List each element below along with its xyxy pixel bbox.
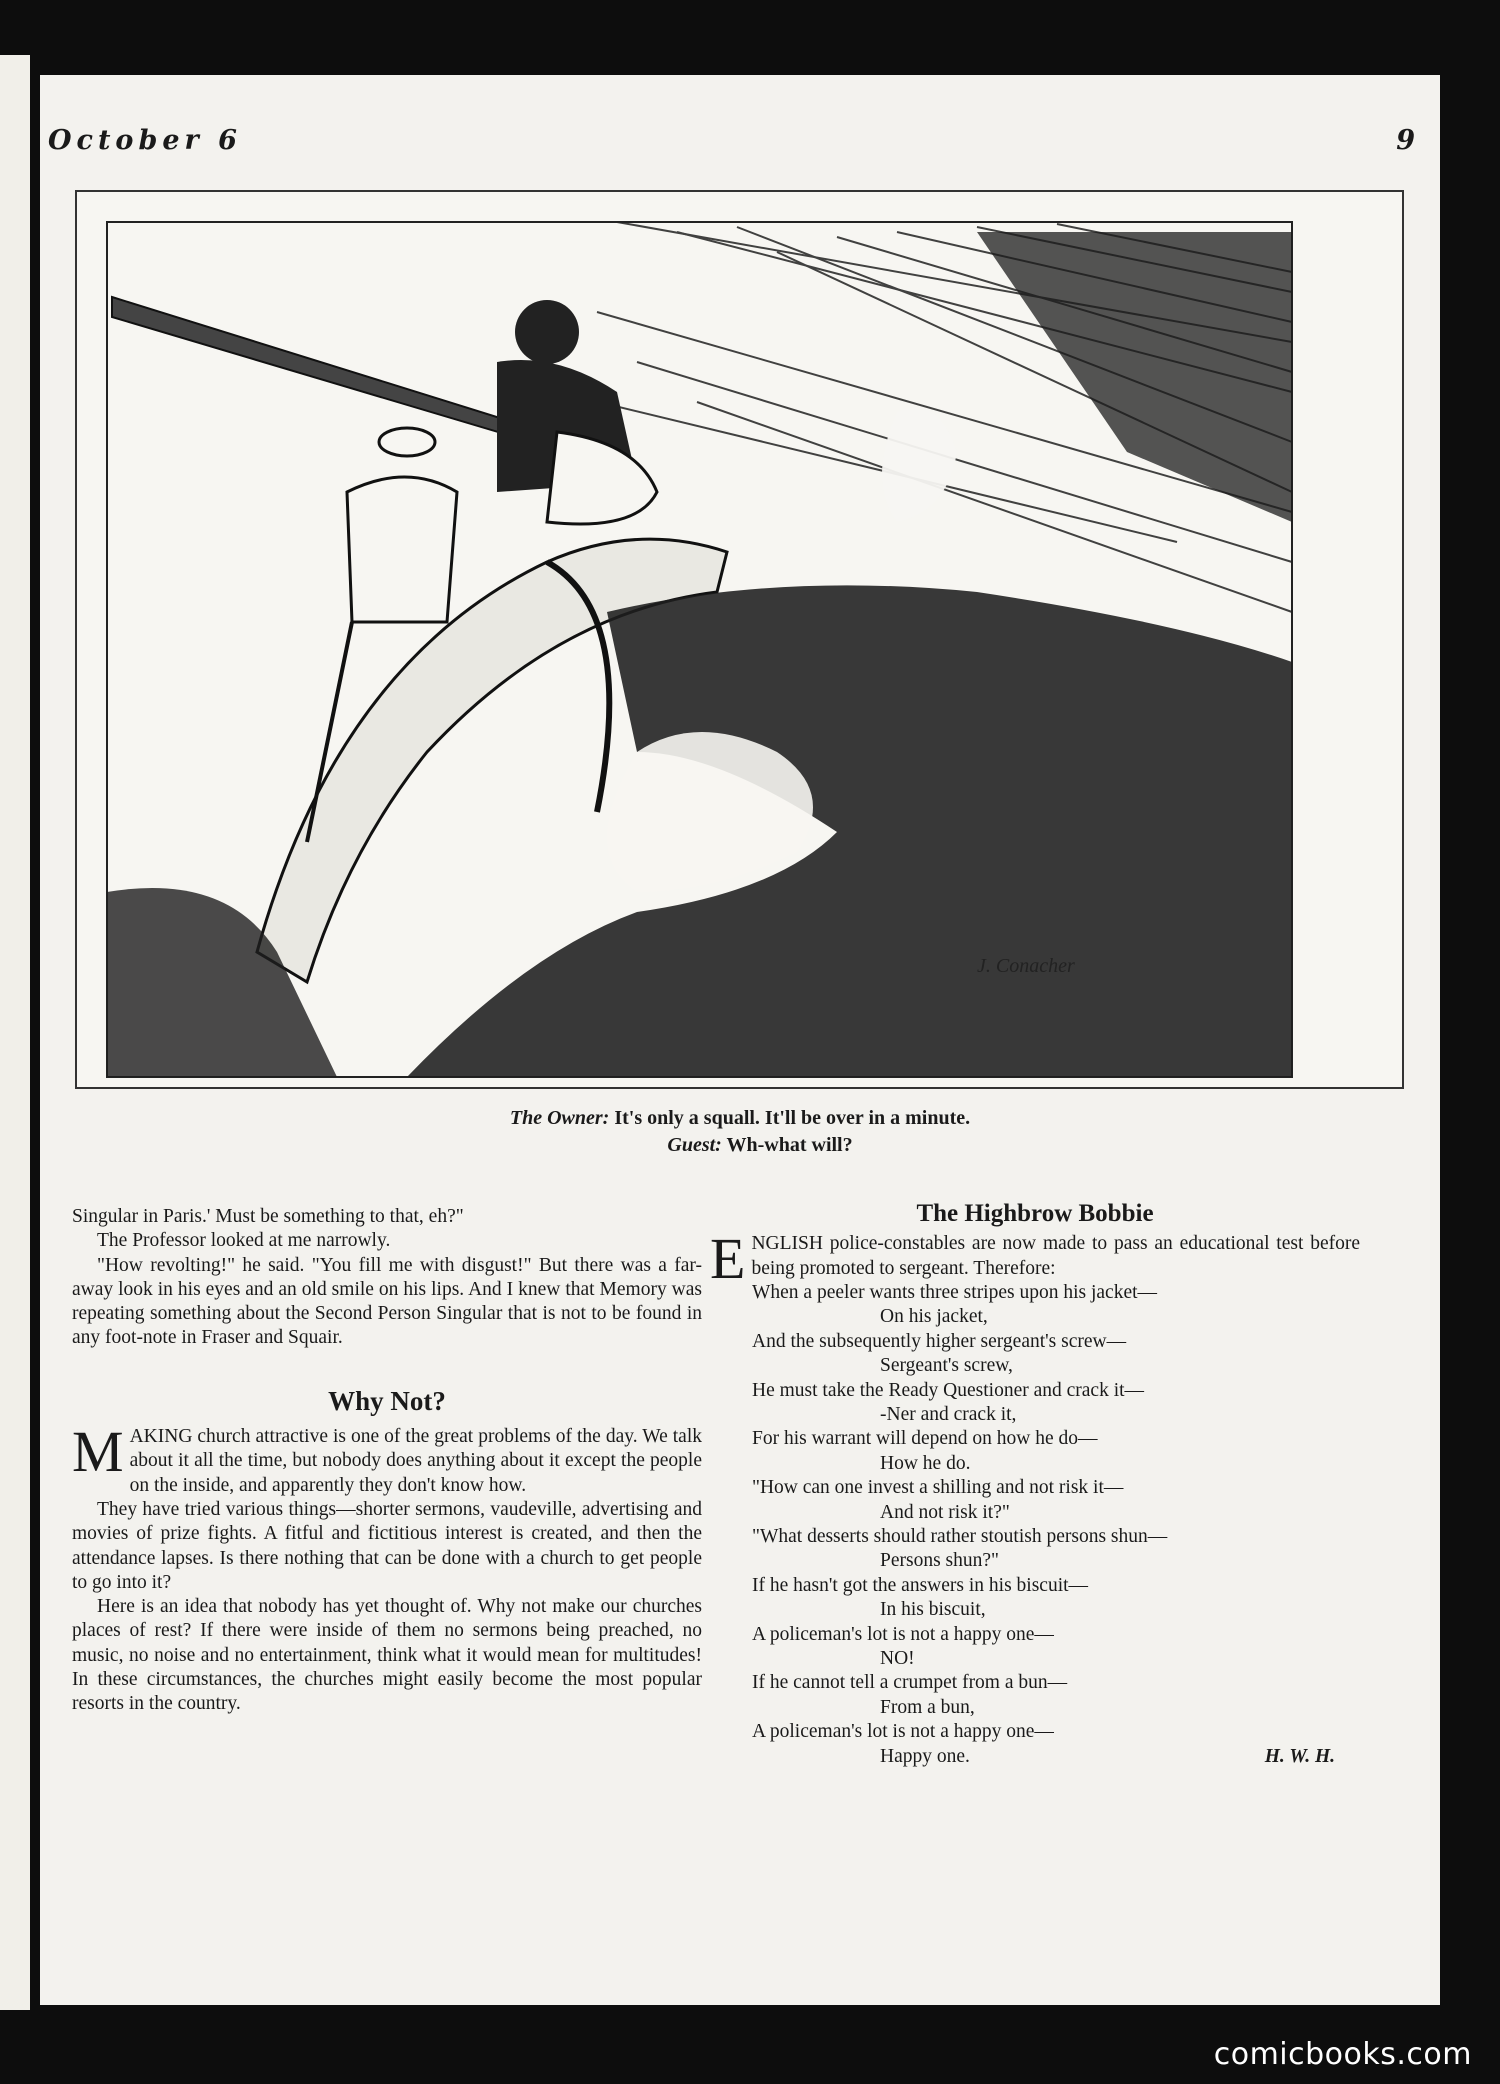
- verse-refrain: In his biscuit,: [880, 1599, 986, 1621]
- caption-line-guest: Wh-what will?: [726, 1134, 853, 1156]
- poem-verse: [710, 1281, 1360, 1769]
- caption-speaker-guest: Guest:: [667, 1134, 722, 1156]
- article-paragraph-text: AKING church attractive is one of the great problems of the day. We talk about it all the time, but nobody does anything about it except the people on the inside, and apparently they don't know how.: [129, 1426, 702, 1496]
- verse-refrain: -Ner and crack it,: [880, 1403, 1017, 1425]
- page-number: 9: [1396, 125, 1415, 156]
- right-column: [710, 1202, 1360, 1769]
- verse-refrain: On his jacket,: [880, 1306, 988, 1328]
- artist-signature: J. Conacher: [977, 955, 1075, 977]
- verse-line: A policeman's lot is not a happy one—: [752, 1623, 1054, 1645]
- verse-line: He must take the Ready Questioner and crack it—: [752, 1379, 1145, 1401]
- verse-refrain: And not risk it?": [880, 1501, 1010, 1523]
- verse-line: When a peeler wants three stripes upon his jacket—: [752, 1281, 1158, 1303]
- continuation-paragraph: Singular in Paris.' Must be something to that, eh?": [72, 1206, 464, 1227]
- drop-cap: E: [710, 1226, 746, 1292]
- magazine-page: [40, 75, 1440, 2005]
- intro-text: NGLISH police-constables are now made to pass an educational test before being promoted to sergeant. Therefore:: [751, 1233, 1360, 1279]
- verse-refrain: Sergeant's screw,: [880, 1355, 1013, 1377]
- article-title-why-not: Why Not?: [328, 1385, 446, 1416]
- verse-refrain: From a bun,: [880, 1696, 975, 1718]
- verse-line: A policeman's lot is not a happy one—: [752, 1721, 1054, 1743]
- drop-cap: M: [72, 1419, 124, 1485]
- article-paragraph: They have tried various things—shorter sermons, vaudeville, advertising and movies of prize fights. A fitful and fictitious interest is created, and then the attendance lapses. Is there nothing that can be done with a church to get people to go into it?: [72, 1498, 702, 1593]
- cartoon-illustration: [75, 190, 1404, 1089]
- verse-line: If he cannot tell a crumpet from a bun—: [752, 1672, 1068, 1694]
- issue-date: October 6: [48, 125, 242, 156]
- sailboat-squall-illustration-icon: [77, 192, 1402, 1087]
- verse-line: "How can one invest a shilling and not risk it—: [752, 1477, 1124, 1499]
- verse-line: For his warrant will depend on how he do—: [752, 1428, 1098, 1450]
- verse-line: "What desserts should rather stoutish persons shun—: [752, 1525, 1168, 1547]
- adjacent-page-edge: [0, 55, 30, 2010]
- left-column: [72, 1205, 702, 1717]
- article-title-highbrow-bobbie: The Highbrow Bobbie: [916, 1200, 1154, 1227]
- verse-line: If he hasn't got the answers in his biscuit—: [752, 1574, 1089, 1596]
- final-verse-row: [710, 1745, 1360, 1769]
- cartoon-caption: [40, 1105, 1440, 1159]
- article-paragraph: [72, 1419, 702, 1498]
- continuation-paragraph: "How revolting!" he said. "You fill me with disgust!" But there was a far-away look in his eyes and an old smile on his lips. And I knew that Memory was repeating something about the Second Person Singular that is not to be found in any foot-note in Fraser and Squair.: [72, 1254, 702, 1349]
- page-header: [40, 125, 1440, 165]
- verse-refrain: Persons shun?": [880, 1550, 999, 1572]
- author-signature: H. W. H.: [1264, 1745, 1335, 1767]
- verse-line: And the subsequently higher sergeant's screw—: [752, 1330, 1127, 1352]
- verse-refrain: How he do.: [880, 1452, 971, 1474]
- caption-speaker-owner: The Owner:: [509, 1107, 610, 1129]
- verse-refrain: Happy one.: [880, 1745, 970, 1767]
- caption-line-owner: It's only a squall. It'll be over in a minute.: [614, 1107, 971, 1129]
- article-paragraph: Here is an idea that nobody has yet thought of. Why not make our churches places of rest? If there were inside of them no sermons being preached, no music, no noise and no entertainment, think what it would mean for multitudes! In these circumstances, the churches might easily become the most popular resorts in the country.: [72, 1596, 702, 1715]
- site-watermark: comicbooks.com: [1213, 2037, 1472, 2072]
- verse-refrain: NO!: [880, 1647, 915, 1669]
- continuation-paragraph: The Professor looked at me narrowly.: [97, 1230, 391, 1252]
